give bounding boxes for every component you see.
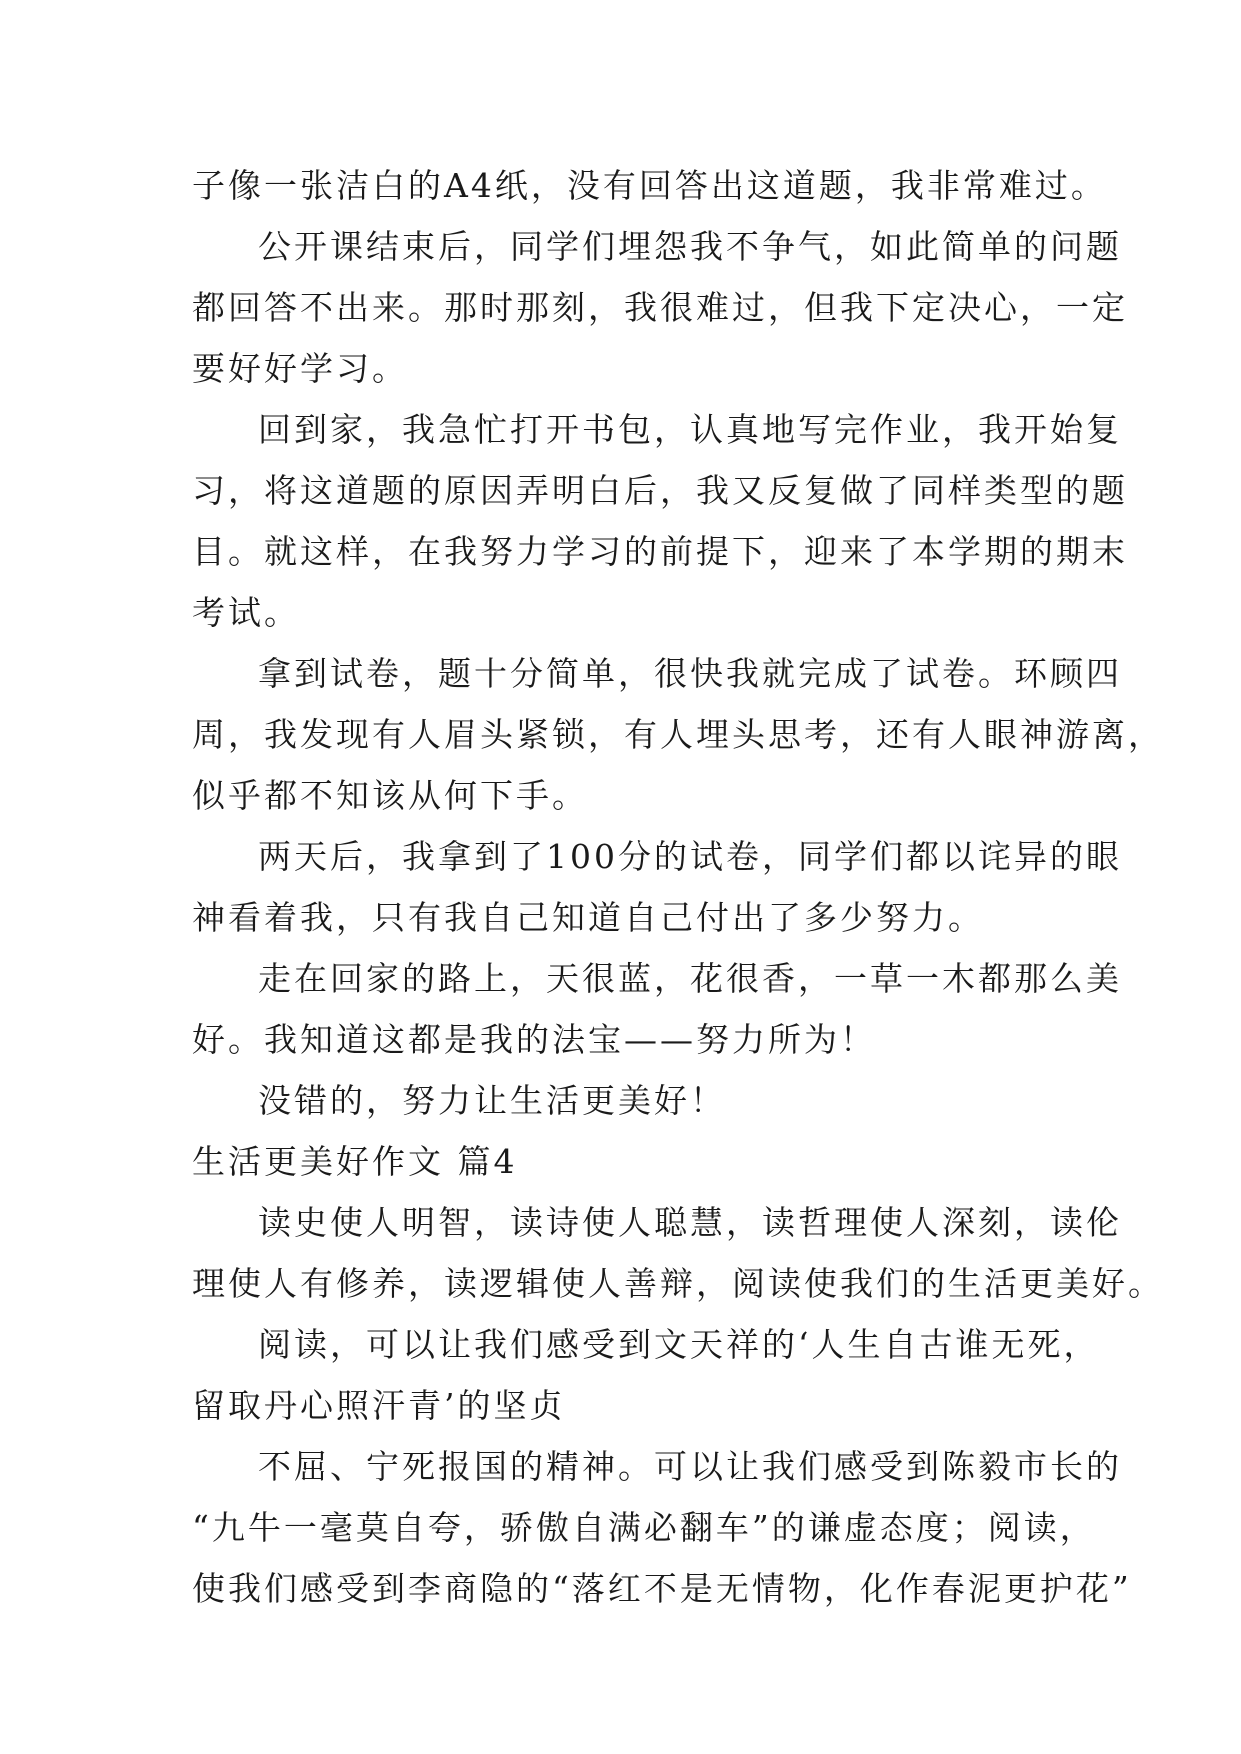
text-line: 子像一张洁白的A4纸，没有回答出这道题，我非常难过。 — [192, 166, 1107, 205]
text-line: 好。我知道这都是我的法宝——努力所为！ — [192, 1020, 876, 1059]
text-line: 习，将这道题的原因弄明白后，我又反复做了同样类型的题 — [192, 471, 1128, 510]
text-line: 理使人有修养，读逻辑使人善辩，阅读使我们的生活更美好。 — [192, 1264, 1164, 1303]
paragraph-first-line: 读史使人明智，读诗使人聪慧，读哲理使人深刻，读伦 — [258, 1203, 1122, 1242]
text-line: 使我们感受到李商隐的“落红不是无情物，化作春泥更护花” — [192, 1569, 1132, 1608]
text-line: 似乎都不知该从何下手。 — [192, 776, 588, 815]
paragraph-first-line: 回到家，我急忙打开书包，认真地写完作业，我开始复 — [258, 410, 1122, 449]
text-line: 都回答不出来。那时那刻，我很难过，但我下定决心，一定 — [192, 288, 1128, 327]
body-text — [192, 155, 1164, 1619]
paragraph-first-line: 拿到试卷，题十分简单，很快我就完成了试卷。环顾四 — [258, 654, 1122, 693]
paragraph-first-line: 阅读，可以让我们感受到文天祥的‘人生自古谁无死， — [258, 1325, 1100, 1364]
text-line: 生活更美好作文 篇4 — [192, 1142, 518, 1181]
text-line: 神看着我，只有我自己知道自己付出了多少努力。 — [192, 898, 984, 937]
text-line: 要好好学习。 — [192, 349, 408, 388]
text-line: 留取丹心照汗青’的坚贞 — [192, 1386, 566, 1425]
paragraph-first-line: 公开课结束后，同学们埋怨我不争气，如此简单的问题 — [258, 227, 1122, 266]
text-line: 目。就这样，在我努力学习的前提下，迎来了本学期的期末 — [192, 532, 1128, 571]
text-line: 考试。 — [192, 593, 300, 632]
paragraph-first-line: 两天后，我拿到了100分的试卷，同学们都以诧异的眼 — [258, 837, 1122, 876]
paragraph-first-line: 不屈、宁死报国的精神。可以让我们感受到陈毅市长的 — [258, 1447, 1122, 1486]
paragraph-first-line: 没错的，努力让生活更美好！ — [258, 1081, 726, 1120]
paragraph-first-line: 走在回家的路上，天很蓝，花很香，一草一木都那么美 — [258, 959, 1122, 998]
text-line: 周，我发现有人眉头紧锁，有人埋头思考，还有人眼神游离， — [192, 715, 1164, 754]
text-line: “九牛一毫莫自夸，骄傲自满必翻车”的谦虚态度；阅读， — [192, 1508, 1096, 1547]
